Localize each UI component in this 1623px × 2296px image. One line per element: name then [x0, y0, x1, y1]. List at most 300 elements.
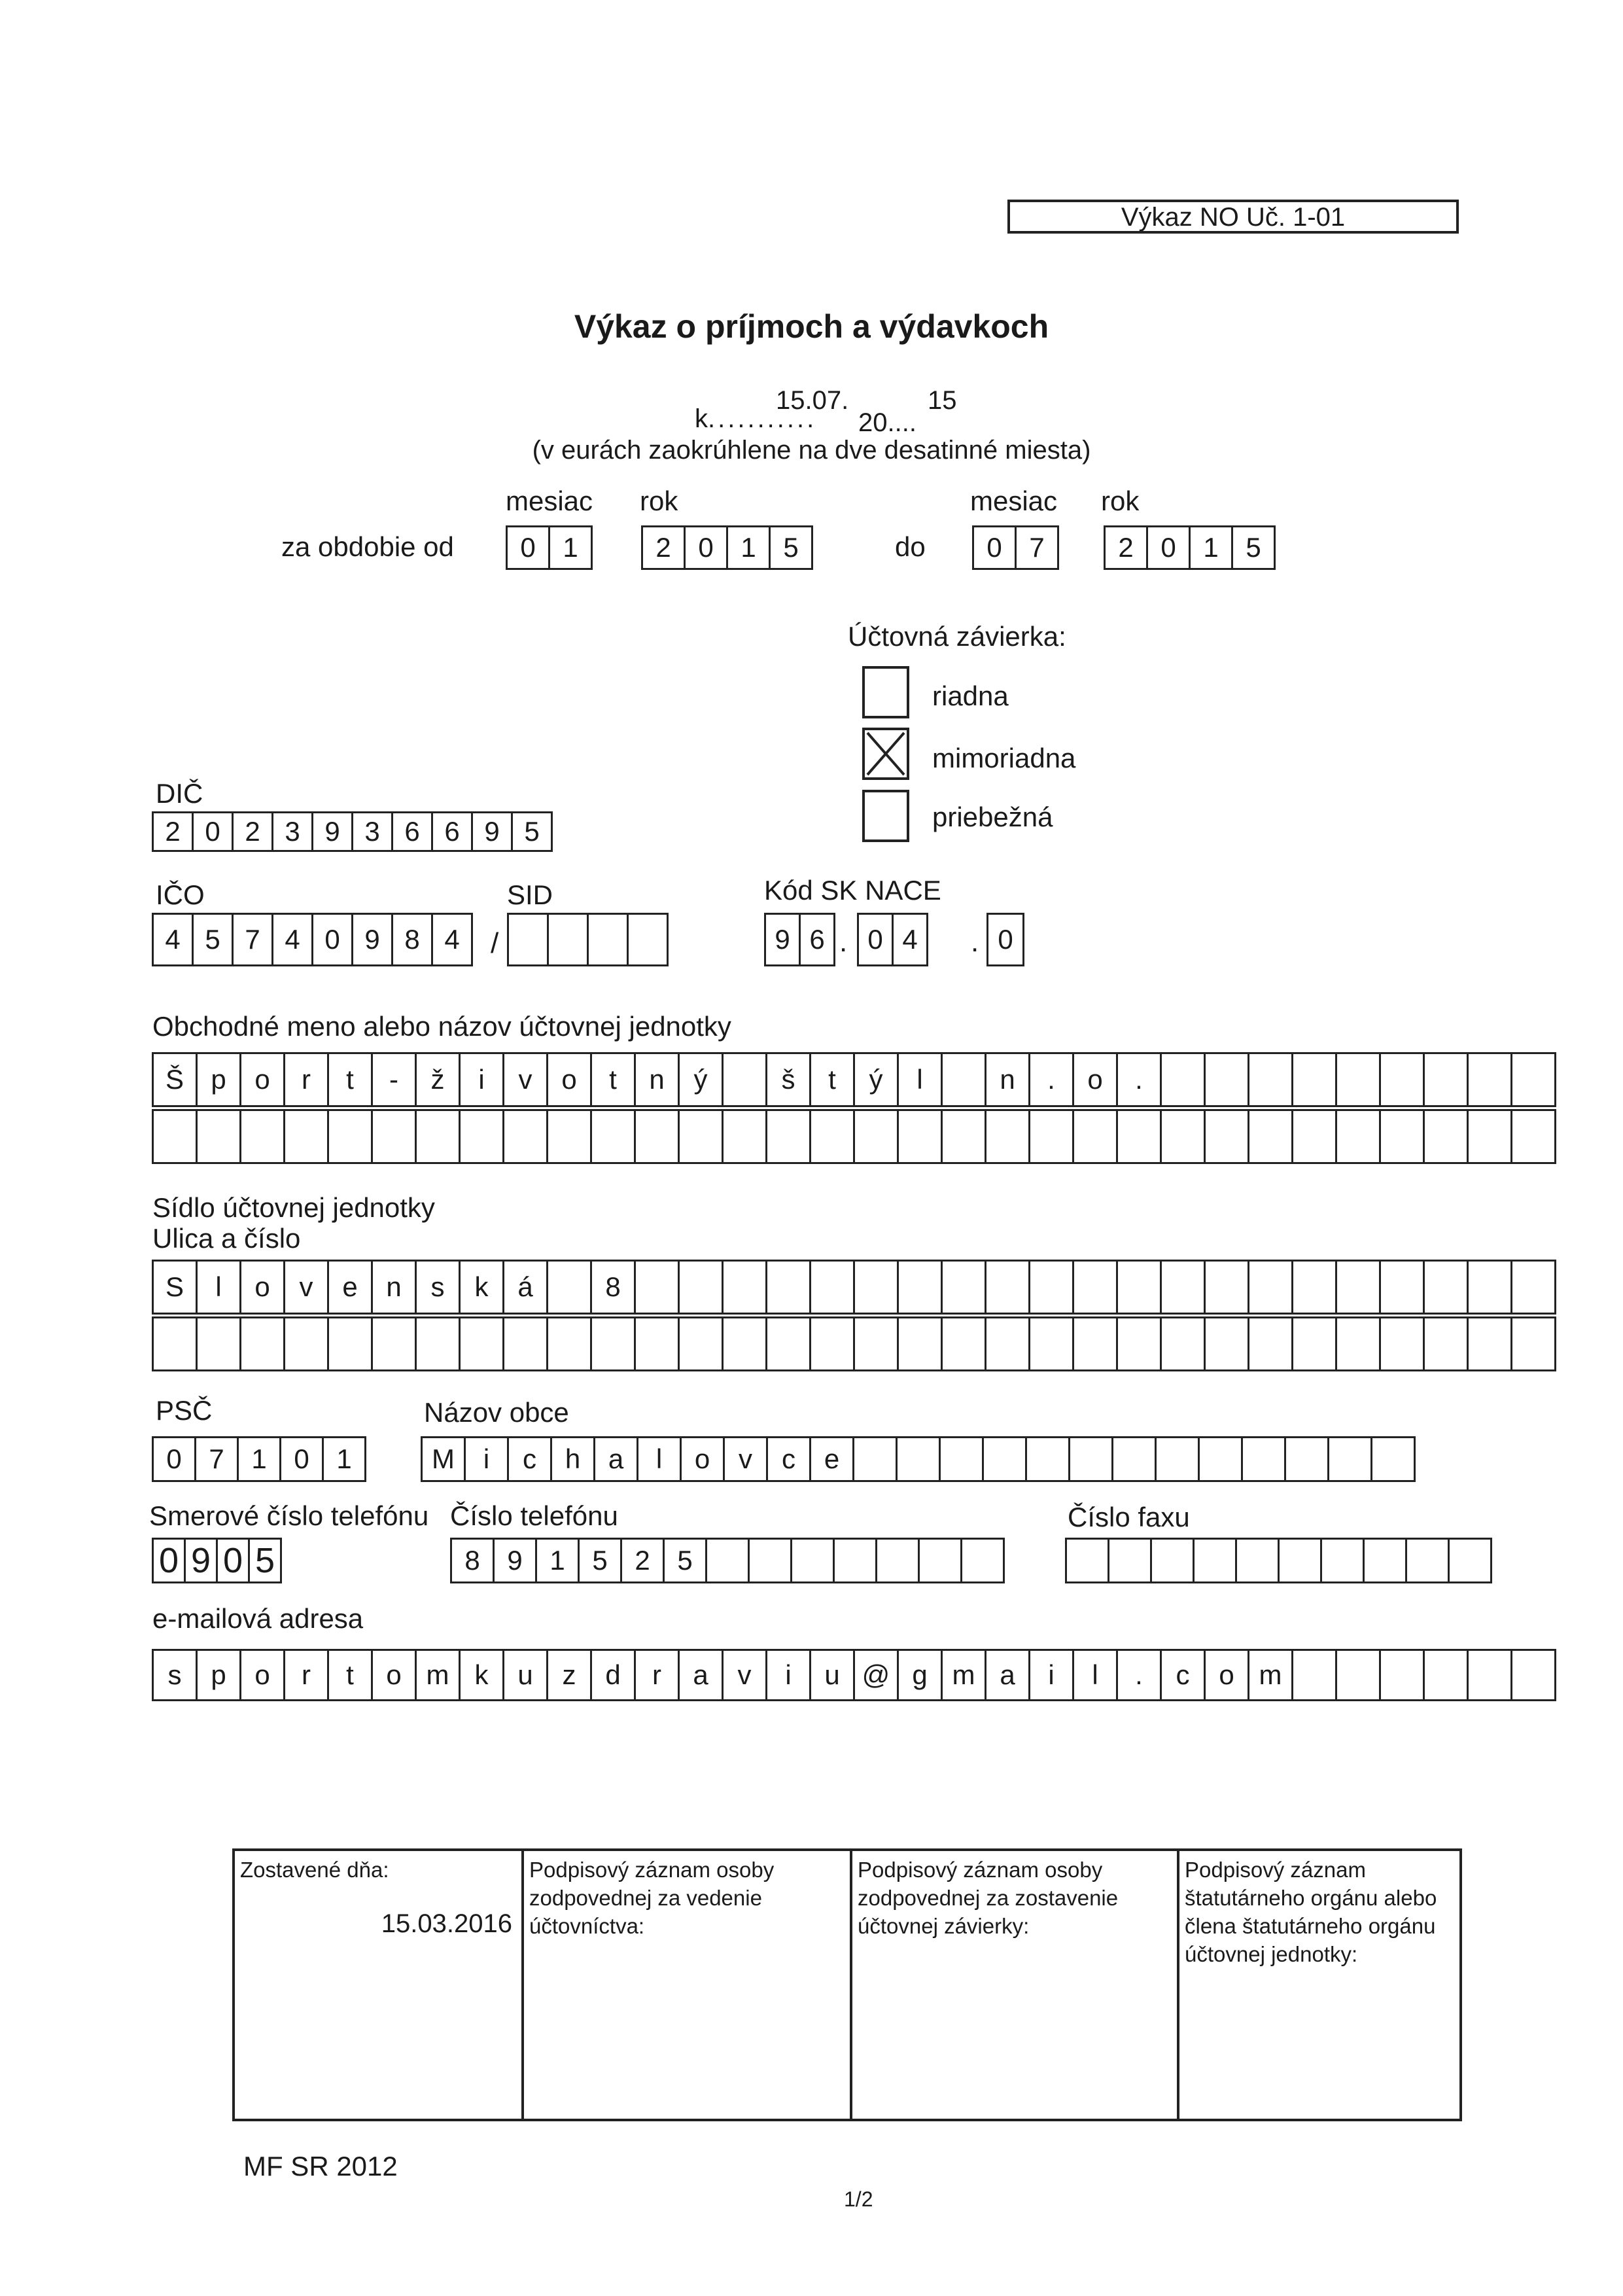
- grid-cell[interactable]: [1160, 1260, 1206, 1315]
- grid-cell[interactable]: [982, 1436, 1027, 1482]
- grid-cell[interactable]: [546, 1260, 592, 1315]
- grid-cell[interactable]: .: [1116, 1052, 1162, 1107]
- address-grid-row1: [152, 1260, 1556, 1315]
- name-label: Obchodné meno alebo názov účtovnej jednotky: [152, 1011, 731, 1042]
- closing-label: Účtovná závierka:: [848, 621, 1066, 652]
- grid-cell[interactable]: n: [985, 1052, 1030, 1107]
- grid-cell[interactable]: 4: [152, 913, 194, 966]
- grid-cell[interactable]: [678, 1109, 724, 1164]
- grid-cell[interactable]: 5: [248, 1538, 282, 1583]
- grid-cell[interactable]: t: [327, 1649, 373, 1701]
- grid-cell[interactable]: 2: [641, 525, 686, 570]
- grid-cell[interactable]: [853, 1109, 899, 1164]
- grid-cell[interactable]: [1335, 1649, 1381, 1701]
- grid-cell[interactable]: [1028, 1109, 1074, 1164]
- grid-cell[interactable]: 4: [271, 913, 313, 966]
- phone-label: Číslo telefónu: [450, 1500, 618, 1531]
- grid-cell[interactable]: v: [502, 1052, 548, 1107]
- grid-cell[interactable]: [1116, 1316, 1162, 1371]
- grid-cell[interactable]: 1: [322, 1436, 366, 1482]
- grid-cell[interactable]: [1108, 1538, 1152, 1583]
- grid-cell[interactable]: m: [941, 1649, 986, 1701]
- grid-cell[interactable]: [1116, 1109, 1162, 1164]
- grid-cell[interactable]: [1379, 1260, 1425, 1315]
- grid-cell[interactable]: [239, 1109, 285, 1164]
- grid-cell[interactable]: [1335, 1260, 1381, 1315]
- grid-cell[interactable]: 0: [192, 811, 234, 852]
- date-prefix: k...........: [695, 404, 817, 433]
- from-month-label: mesiac: [506, 486, 593, 516]
- grid-cell[interactable]: [678, 1260, 724, 1315]
- grid-cell[interactable]: [748, 1538, 792, 1583]
- grid-cell[interactable]: [283, 1316, 329, 1371]
- grid-cell[interactable]: 8: [391, 913, 433, 966]
- grid-cell[interactable]: [507, 913, 549, 966]
- grid-cell[interactable]: [1291, 1649, 1337, 1701]
- nace-grid-2: [857, 913, 928, 966]
- grid-cell[interactable]: [790, 1538, 835, 1583]
- grid-cell[interactable]: n: [371, 1260, 417, 1315]
- grid-cell[interactable]: M: [421, 1436, 466, 1482]
- grid-cell[interactable]: [634, 1316, 680, 1371]
- riadna-checkbox[interactable]: [862, 666, 909, 718]
- grid-cell[interactable]: [985, 1109, 1030, 1164]
- city-label: Názov obce: [424, 1397, 569, 1428]
- grid-cell[interactable]: [502, 1109, 548, 1164]
- grid-cell[interactable]: [960, 1538, 1005, 1583]
- fax-label: Číslo faxu: [1068, 1502, 1190, 1532]
- grid-cell[interactable]: [1423, 1052, 1469, 1107]
- grid-cell[interactable]: 5: [663, 1538, 707, 1583]
- grid-cell[interactable]: [1405, 1538, 1450, 1583]
- grid-cell[interactable]: [1284, 1436, 1329, 1482]
- grid-cell[interactable]: [1150, 1538, 1195, 1583]
- grid-cell[interactable]: 7: [194, 1436, 239, 1482]
- grid-cell[interactable]: [765, 1109, 811, 1164]
- subtitle: (v eurách zaokrúhlene na dve desatinné miesta): [532, 436, 1091, 465]
- grid-cell[interactable]: [722, 1109, 767, 1164]
- grid-cell[interactable]: 2: [152, 811, 194, 852]
- grid-cell[interactable]: [1335, 1052, 1381, 1107]
- grid-cell[interactable]: ž: [415, 1052, 461, 1107]
- grid-cell[interactable]: [1028, 1260, 1074, 1315]
- grid-cell[interactable]: [1335, 1316, 1381, 1371]
- grid-cell[interactable]: [765, 1316, 811, 1371]
- grid-cell[interactable]: t: [327, 1052, 373, 1107]
- grid-cell[interactable]: [941, 1052, 986, 1107]
- grid-cell[interactable]: [1467, 1649, 1512, 1701]
- nace-dot-2: .: [971, 926, 979, 958]
- grid-cell[interactable]: [1467, 1316, 1512, 1371]
- grid-cell[interactable]: 7: [1015, 525, 1059, 570]
- grid-cell[interactable]: r: [283, 1649, 329, 1701]
- signature-accounting-cell[interactable]: [524, 1851, 852, 2119]
- grid-cell[interactable]: v: [723, 1436, 768, 1482]
- grid-cell[interactable]: [1335, 1109, 1381, 1164]
- grid-cell[interactable]: ý: [678, 1052, 724, 1107]
- grid-cell[interactable]: [809, 1316, 855, 1371]
- grid-cell[interactable]: 0: [152, 1538, 186, 1583]
- grid-cell[interactable]: [853, 1316, 899, 1371]
- grid-cell[interactable]: [897, 1260, 943, 1315]
- grid-cell[interactable]: 2: [620, 1538, 665, 1583]
- grid-cell[interactable]: k: [459, 1649, 504, 1701]
- compiled-date-value: 15.03.2016: [381, 1909, 512, 1938]
- grid-cell[interactable]: 1: [726, 525, 771, 570]
- grid-cell[interactable]: m: [415, 1649, 461, 1701]
- grid-cell[interactable]: p: [196, 1649, 241, 1701]
- grid-cell[interactable]: u: [809, 1649, 855, 1701]
- grid-cell[interactable]: c: [507, 1436, 552, 1482]
- grid-cell[interactable]: [1204, 1260, 1249, 1315]
- grid-cell[interactable]: i: [765, 1649, 811, 1701]
- grid-cell[interactable]: [590, 1109, 636, 1164]
- grid-cell[interactable]: [1467, 1052, 1512, 1107]
- grid-cell[interactable]: 4: [431, 913, 473, 966]
- grid-cell[interactable]: [722, 1052, 767, 1107]
- grid-cell[interactable]: 4: [892, 913, 928, 966]
- grid-cell[interactable]: [196, 1109, 241, 1164]
- grid-cell[interactable]: [1510, 1260, 1556, 1315]
- grid-cell[interactable]: [1291, 1260, 1337, 1315]
- grid-cell[interactable]: 6: [799, 913, 835, 966]
- grid-cell[interactable]: [546, 1316, 592, 1371]
- grid-cell[interactable]: [1423, 1260, 1469, 1315]
- grid-cell[interactable]: u: [502, 1649, 548, 1701]
- grid-cell[interactable]: 0: [279, 1436, 324, 1482]
- grid-cell[interactable]: [1160, 1316, 1206, 1371]
- signature-closing-cell[interactable]: [852, 1851, 1179, 2119]
- grid-cell[interactable]: [853, 1260, 899, 1315]
- grid-cell[interactable]: [1248, 1316, 1293, 1371]
- form-reference: Výkaz NO Uč. 1-01: [1007, 200, 1459, 234]
- grid-cell[interactable]: a: [985, 1649, 1030, 1701]
- grid-cell[interactable]: 9: [764, 913, 801, 966]
- grid-cell[interactable]: 2: [232, 811, 273, 852]
- grid-cell[interactable]: [852, 1436, 898, 1482]
- grid-cell[interactable]: i: [464, 1436, 509, 1482]
- grid-cell[interactable]: [941, 1260, 986, 1315]
- grid-cell[interactable]: 2: [1104, 525, 1148, 570]
- grid-cell[interactable]: r: [283, 1052, 329, 1107]
- grid-cell[interactable]: h: [550, 1436, 595, 1482]
- grid-cell[interactable]: l: [1072, 1649, 1118, 1701]
- grid-cell[interactable]: [627, 913, 669, 966]
- grid-cell[interactable]: .: [1116, 1649, 1162, 1701]
- grid-cell[interactable]: [1379, 1649, 1425, 1701]
- grid-cell[interactable]: [809, 1260, 855, 1315]
- grid-cell[interactable]: p: [196, 1052, 241, 1107]
- grid-cell[interactable]: 0: [152, 1436, 196, 1482]
- grid-cell[interactable]: [1204, 1052, 1249, 1107]
- grid-cell[interactable]: [283, 1109, 329, 1164]
- grid-cell[interactable]: t: [809, 1052, 855, 1107]
- grid-cell[interactable]: n: [634, 1052, 680, 1107]
- grid-cell[interactable]: [897, 1109, 943, 1164]
- grid-cell[interactable]: [897, 1316, 943, 1371]
- grid-cell[interactable]: [415, 1109, 461, 1164]
- grid-cell[interactable]: e: [809, 1436, 854, 1482]
- grid-cell[interactable]: [1510, 1109, 1556, 1164]
- street-label: Ulica a číslo: [152, 1223, 301, 1254]
- priebezna-checkbox[interactable]: [862, 790, 909, 842]
- grid-cell[interactable]: 3: [351, 811, 393, 852]
- phone-grid: [450, 1538, 1005, 1583]
- from-year-label: rok: [640, 486, 678, 516]
- grid-cell[interactable]: [1241, 1436, 1286, 1482]
- grid-cell[interactable]: [634, 1260, 680, 1315]
- phone-prefix-label: Smerové číslo telefónu: [149, 1500, 429, 1531]
- ico-label: IČO: [156, 879, 205, 910]
- grid-cell[interactable]: á: [502, 1260, 548, 1315]
- grid-cell[interactable]: [1363, 1538, 1407, 1583]
- priebezna-label: priebežná: [932, 802, 1053, 832]
- grid-cell[interactable]: [1423, 1316, 1469, 1371]
- grid-cell[interactable]: [1198, 1436, 1243, 1482]
- grid-cell[interactable]: [1072, 1109, 1118, 1164]
- grid-cell[interactable]: [1423, 1649, 1469, 1701]
- grid-cell[interactable]: [1160, 1052, 1206, 1107]
- grid-cell[interactable]: 1: [1189, 525, 1233, 570]
- grid-cell[interactable]: m: [1248, 1649, 1293, 1701]
- period-from-label: za obdobie od: [281, 531, 454, 562]
- grid-cell[interactable]: 1: [237, 1436, 281, 1482]
- grid-cell[interactable]: [896, 1436, 941, 1482]
- grid-cell[interactable]: a: [678, 1649, 724, 1701]
- grid-cell[interactable]: [1291, 1109, 1337, 1164]
- grid-cell[interactable]: S: [152, 1260, 198, 1315]
- grid-cell[interactable]: 9: [184, 1538, 218, 1583]
- grid-cell[interactable]: [833, 1538, 877, 1583]
- grid-cell[interactable]: [918, 1538, 962, 1583]
- grid-cell[interactable]: o: [239, 1260, 285, 1315]
- grid-cell[interactable]: 0: [506, 525, 550, 570]
- to-month-grid: [972, 525, 1059, 570]
- from-month-grid: [506, 525, 593, 570]
- grid-cell[interactable]: .: [1028, 1052, 1074, 1107]
- grid-cell[interactable]: [459, 1316, 504, 1371]
- date-year-suffix: 15: [928, 386, 957, 415]
- grid-cell[interactable]: c: [766, 1436, 811, 1482]
- grid-cell[interactable]: [1155, 1436, 1200, 1482]
- to-year-label: rok: [1101, 486, 1140, 516]
- grid-cell[interactable]: l: [897, 1052, 943, 1107]
- grid-cell[interactable]: [587, 913, 629, 966]
- date-day-month: 15.07.: [776, 386, 849, 415]
- grid-cell[interactable]: [1193, 1538, 1237, 1583]
- grid-cell[interactable]: 0: [311, 913, 353, 966]
- grid-cell[interactable]: @: [853, 1649, 899, 1701]
- grid-cell[interactable]: a: [593, 1436, 638, 1482]
- grid-cell[interactable]: [1160, 1109, 1206, 1164]
- grid-cell[interactable]: [1467, 1109, 1512, 1164]
- grid-cell[interactable]: [1068, 1436, 1113, 1482]
- grid-cell[interactable]: [152, 1316, 198, 1371]
- grid-cell[interactable]: 5: [578, 1538, 622, 1583]
- grid-cell[interactable]: o: [371, 1649, 417, 1701]
- signature-statutory-cell[interactable]: [1179, 1851, 1459, 2119]
- grid-cell[interactable]: 5: [769, 525, 813, 570]
- grid-cell[interactable]: 6: [391, 811, 433, 852]
- grid-cell[interactable]: [371, 1316, 417, 1371]
- grid-cell[interactable]: [1204, 1109, 1249, 1164]
- grid-cell[interactable]: [1278, 1538, 1322, 1583]
- grid-cell[interactable]: [1510, 1316, 1556, 1371]
- grid-cell[interactable]: [546, 1109, 592, 1164]
- grid-cell[interactable]: [722, 1316, 767, 1371]
- grid-cell[interactable]: 5: [1231, 525, 1276, 570]
- grid-cell[interactable]: ý: [853, 1052, 899, 1107]
- grid-cell[interactable]: 0: [684, 525, 728, 570]
- grid-cell[interactable]: 5: [192, 913, 234, 966]
- signature-closing-label: Podpisový záznam osoby zodpovednej za zostavenie účtovnej závierky:: [858, 1858, 1119, 1938]
- grid-cell[interactable]: -: [371, 1052, 417, 1107]
- grid-cell[interactable]: [1248, 1109, 1293, 1164]
- grid-cell[interactable]: o: [239, 1052, 285, 1107]
- grid-cell[interactable]: [1327, 1436, 1372, 1482]
- grid-cell[interactable]: 3: [271, 811, 313, 852]
- grid-cell[interactable]: o: [680, 1436, 725, 1482]
- grid-cell[interactable]: [1370, 1436, 1416, 1482]
- grid-cell[interactable]: [327, 1109, 373, 1164]
- grid-cell[interactable]: [1379, 1316, 1425, 1371]
- grid-cell[interactable]: 9: [351, 913, 393, 966]
- grid-cell[interactable]: [1025, 1436, 1070, 1482]
- grid-cell[interactable]: g: [897, 1649, 943, 1701]
- footer-ministry: MF SR 2012: [243, 2151, 398, 2181]
- signature-accounting-label: Podpisový záznam osoby zodpovednej za vedenie účtovníctva:: [529, 1858, 775, 1938]
- grid-cell[interactable]: [985, 1260, 1030, 1315]
- grid-cell[interactable]: Š: [152, 1052, 198, 1107]
- grid-cell[interactable]: [1467, 1260, 1512, 1315]
- grid-cell[interactable]: 5: [511, 811, 553, 852]
- grid-cell[interactable]: [547, 913, 589, 966]
- grid-cell[interactable]: l: [196, 1260, 241, 1315]
- nace-label: Kód SK NACE: [764, 875, 941, 906]
- grid-cell[interactable]: 0: [1146, 525, 1191, 570]
- grid-cell[interactable]: [1111, 1436, 1157, 1482]
- grid-cell[interactable]: d: [590, 1649, 636, 1701]
- grid-cell[interactable]: 1: [535, 1538, 580, 1583]
- grid-cell[interactable]: z: [546, 1649, 592, 1701]
- grid-cell[interactable]: [371, 1109, 417, 1164]
- grid-cell[interactable]: 0: [216, 1538, 250, 1583]
- mimoriadna-checkbox[interactable]: [862, 728, 909, 780]
- grid-cell[interactable]: s: [415, 1260, 461, 1315]
- grid-cell[interactable]: [1116, 1260, 1162, 1315]
- grid-cell[interactable]: 6: [431, 811, 473, 852]
- ico-slash: /: [491, 927, 499, 959]
- grid-cell[interactable]: [1510, 1649, 1556, 1701]
- grid-cell[interactable]: o: [546, 1052, 592, 1107]
- dic-grid: [152, 811, 553, 852]
- grid-cell[interactable]: [1379, 1052, 1425, 1107]
- grid-cell[interactable]: [1028, 1316, 1074, 1371]
- grid-cell[interactable]: c: [1160, 1649, 1206, 1701]
- signature-statutory-label: Podpisový záznam štatutárneho orgánu alebo člena štatutárneho orgánu účtovnej jednotky:: [1185, 1858, 1437, 1966]
- mimoriadna-label: mimoriadna: [932, 743, 1076, 773]
- grid-cell[interactable]: 1: [548, 525, 593, 570]
- psc-grid: [152, 1436, 366, 1482]
- grid-cell[interactable]: [985, 1316, 1030, 1371]
- grid-cell[interactable]: 7: [232, 913, 273, 966]
- grid-cell[interactable]: e: [327, 1260, 373, 1315]
- grid-cell[interactable]: l: [637, 1436, 682, 1482]
- grid-cell[interactable]: [1072, 1260, 1118, 1315]
- grid-cell[interactable]: [939, 1436, 984, 1482]
- to-year-grid: [1104, 525, 1276, 570]
- grid-cell[interactable]: [941, 1316, 986, 1371]
- grid-cell[interactable]: i: [1028, 1649, 1074, 1701]
- grid-cell[interactable]: o: [239, 1649, 285, 1701]
- compiled-date-title: Zostavené dňa:: [240, 1858, 389, 1882]
- grid-cell[interactable]: [1423, 1109, 1469, 1164]
- grid-cell[interactable]: [415, 1316, 461, 1371]
- grid-cell[interactable]: [502, 1316, 548, 1371]
- grid-cell[interactable]: [239, 1316, 285, 1371]
- grid-cell[interactable]: 0: [986, 913, 1024, 966]
- grid-cell[interactable]: 9: [471, 811, 513, 852]
- grid-cell[interactable]: [941, 1109, 986, 1164]
- nace-grid-3: [986, 913, 1024, 966]
- fax-grid: [1065, 1538, 1492, 1583]
- grid-cell[interactable]: [1235, 1538, 1280, 1583]
- grid-cell[interactable]: v: [283, 1260, 329, 1315]
- grid-cell[interactable]: i: [459, 1052, 504, 1107]
- grid-cell[interactable]: [1065, 1538, 1109, 1583]
- grid-cell[interactable]: [1248, 1052, 1293, 1107]
- email-label: e-mailová adresa: [152, 1603, 364, 1634]
- grid-cell[interactable]: [875, 1538, 920, 1583]
- name-grid-row2: [152, 1109, 1556, 1164]
- grid-cell[interactable]: t: [590, 1052, 636, 1107]
- grid-cell[interactable]: k: [459, 1260, 504, 1315]
- grid-cell[interactable]: [1510, 1052, 1556, 1107]
- grid-cell[interactable]: r: [634, 1649, 680, 1701]
- grid-cell[interactable]: 9: [311, 811, 353, 852]
- grid-cell[interactable]: [1320, 1538, 1365, 1583]
- grid-cell[interactable]: [1291, 1052, 1337, 1107]
- grid-cell[interactable]: [705, 1538, 750, 1583]
- grid-cell[interactable]: s: [152, 1649, 198, 1701]
- grid-cell[interactable]: 8: [450, 1538, 495, 1583]
- grid-cell[interactable]: [1248, 1260, 1293, 1315]
- grid-cell[interactable]: o: [1204, 1649, 1249, 1701]
- grid-cell[interactable]: [809, 1109, 855, 1164]
- grid-cell[interactable]: 8: [590, 1260, 636, 1315]
- grid-cell[interactable]: [1448, 1538, 1492, 1583]
- grid-cell[interactable]: [765, 1260, 811, 1315]
- grid-cell[interactable]: [634, 1109, 680, 1164]
- grid-cell[interactable]: [590, 1316, 636, 1371]
- grid-cell[interactable]: [722, 1260, 767, 1315]
- grid-cell[interactable]: 0: [972, 525, 1017, 570]
- grid-cell[interactable]: [678, 1316, 724, 1371]
- grid-cell[interactable]: [1379, 1109, 1425, 1164]
- grid-cell[interactable]: [1204, 1316, 1249, 1371]
- grid-cell[interactable]: 0: [857, 913, 894, 966]
- grid-cell[interactable]: [1072, 1316, 1118, 1371]
- grid-cell[interactable]: o: [1072, 1052, 1118, 1107]
- grid-cell[interactable]: [459, 1109, 504, 1164]
- grid-cell[interactable]: 9: [493, 1538, 537, 1583]
- grid-cell[interactable]: [327, 1316, 373, 1371]
- grid-cell[interactable]: [1291, 1316, 1337, 1371]
- grid-cell[interactable]: [152, 1109, 198, 1164]
- grid-cell[interactable]: v: [722, 1649, 767, 1701]
- grid-cell[interactable]: š: [765, 1052, 811, 1107]
- grid-cell[interactable]: [196, 1316, 241, 1371]
